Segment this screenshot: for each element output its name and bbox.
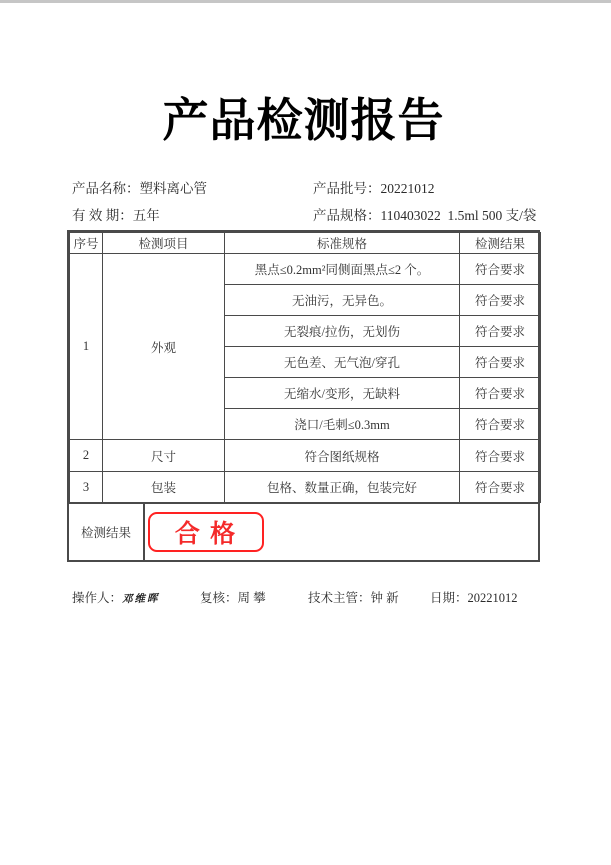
- result-label: 检测结果: [69, 504, 145, 560]
- row1-spec-2: 无油污，无异色。: [225, 285, 460, 316]
- table-row: [70, 472, 541, 503]
- spec-label: 产品规格：: [313, 207, 381, 223]
- header-result: 检测结果: [460, 233, 541, 254]
- info-row-1: [72, 173, 542, 200]
- row1-result-4: 符合要求: [460, 347, 541, 378]
- reviewer-field: [200, 588, 266, 606]
- row1-spec-4: 无色差、无气泡/穿孔: [225, 347, 460, 378]
- row1-result-1: 符合要求: [460, 254, 541, 285]
- row1-spec-3: 无裂痕/拉伤，无划伤: [225, 316, 460, 347]
- batch-field: [313, 177, 435, 197]
- info-row-2: [72, 200, 542, 227]
- spec-value: 110403022 1.5ml 500 支/袋: [380, 207, 537, 223]
- page-top-edge: [0, 0, 611, 3]
- row1-result-6: 符合要求: [460, 409, 541, 440]
- row1-result-2: 符合要求: [460, 285, 541, 316]
- result-row: [69, 503, 538, 560]
- operator-label: 操作人：: [72, 591, 123, 605]
- operator-signature: 邓维晖: [121, 593, 160, 606]
- supervisor-value: 钟 新: [370, 591, 399, 605]
- supervisor-field: [308, 588, 399, 606]
- row2-spec: 符合图纸规格: [225, 440, 460, 472]
- row1-result-5: 符合要求: [460, 378, 541, 409]
- pass-stamp: 合 格: [148, 512, 264, 552]
- table-row: [70, 254, 541, 285]
- header-spec: 标准规格: [225, 233, 460, 254]
- product-name-label: 产品名称：: [72, 180, 140, 196]
- validity-label: 有 效 期：: [72, 207, 133, 223]
- date-field: [430, 588, 518, 606]
- row3-item: 包装: [103, 472, 225, 503]
- row2-no: 2: [70, 440, 103, 472]
- row1-result-3: 符合要求: [460, 316, 541, 347]
- reviewer-label: 复核：: [200, 591, 238, 605]
- table-header-row: [70, 233, 541, 254]
- date-label: 日期：: [430, 591, 468, 605]
- row1-no: 1: [70, 254, 103, 440]
- row3-spec: 包格、数量正确，包装完好: [225, 472, 460, 503]
- page-title: 产品检测报告: [162, 95, 445, 146]
- batch-label: 产品批号：: [313, 180, 381, 196]
- result-stamp-area: [145, 504, 538, 560]
- row2-result: 符合要求: [460, 440, 541, 472]
- validity-value: 五年: [132, 207, 160, 223]
- row3-no: 3: [70, 472, 103, 503]
- batch-value: 20221012: [380, 180, 435, 196]
- signature-footer: [72, 588, 552, 610]
- spec-field: [313, 204, 536, 224]
- product-info-section: [72, 173, 542, 227]
- inspection-table: [67, 230, 540, 562]
- validity-field: [72, 204, 313, 224]
- table-row: [70, 440, 541, 472]
- row1-item: 外观: [103, 254, 225, 440]
- row1-spec-1: 黑点≤0.2mm²同侧面黑点≤2 个。: [225, 254, 460, 285]
- row3-result: 符合要求: [460, 472, 541, 503]
- product-name-field: [72, 177, 313, 197]
- row1-spec-5: 无缩水/变形，无缺料: [225, 378, 460, 409]
- header-item: 检测项目: [103, 233, 225, 254]
- inspection-table-grid: [69, 232, 541, 503]
- product-name-value: 塑料离心管: [139, 180, 207, 196]
- header-seq: 序号: [70, 233, 103, 254]
- operator-field: [72, 588, 160, 606]
- supervisor-label: 技术主管：: [308, 591, 371, 605]
- row1-spec-6: 浇口/毛刺≤0.3mm: [225, 409, 460, 440]
- date-value: 20221012: [467, 591, 518, 605]
- reviewer-value: 周 攀: [237, 591, 266, 605]
- row2-item: 尺寸: [103, 440, 225, 472]
